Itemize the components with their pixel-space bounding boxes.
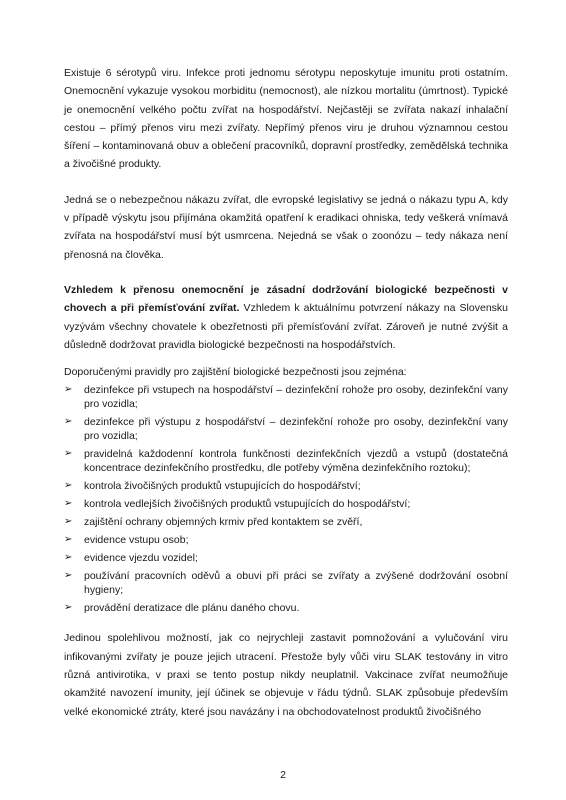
list-item [64, 383, 508, 411]
arrow-bullet-icon: ➢ [64, 384, 73, 396]
list-item [64, 497, 508, 511]
page-body [64, 64, 508, 721]
arrow-bullet-icon: ➢ [64, 602, 73, 614]
list-item-text: používání pracovních oděvů a obuvi při práci se zvířaty a zvýšené dodržování osobní hygieny; [84, 570, 508, 597]
list-item-text: kontrola vedlejších živočišných produktů vstupujících do hospodářství; [84, 498, 411, 511]
list-item [64, 601, 508, 615]
list-item [64, 479, 508, 493]
biosecurity-emphasis: Vzhledem k přenosu onemocnění je zásadní dodržování biologické bezpečnosti v chovech a při přemísťování zvířat. [64, 283, 508, 315]
arrow-bullet-icon: ➢ [64, 552, 73, 564]
list-item-text: evidence vstupu osob; [84, 534, 189, 547]
list-item [64, 569, 508, 597]
arrow-bullet-icon: ➢ [64, 570, 73, 582]
biosecurity-rules-list [64, 383, 508, 615]
list-item-text: dezinfekce při výstupu z hospodářství – dezinfekční rohože pro osoby, dezinfekční vany pro vozidla; [84, 416, 508, 443]
paragraph-disease-type: Jedná se o nebezpečnou nákazu zvířat, dle evropské legislativy se jedná o nákazu typu A, kdy v případě výskytu jsou přijímána okamžitá opatření k eradikaci ohniska, tedy veškerá vnímavá zvířata na hospodářství musí být usmrcena. Nejedná se však o zoonózu – tedy nákaza není přenosná na člověka. [64, 193, 508, 261]
list-item-text: dezinfekce při vstupech na hospodářství – dezinfekční rohože pro osoby, dezinfekční vany pro vozidla; [84, 384, 508, 411]
arrow-bullet-icon: ➢ [64, 416, 73, 428]
arrow-bullet-icon: ➢ [64, 448, 73, 460]
biosecurity-text: Vzhledem k aktuálnímu potvrzení nákazy na Slovensku vyzývám všechny chovatele k obezřetnosti při přemísťování zvířat. Zároveň je nutné zvýšit a důsledně dodržovat pravidla biologické bezpečnosti na hospodářstvích. [64, 302, 508, 351]
list-item [64, 551, 508, 565]
list-item [64, 447, 508, 475]
list-item-text: pravidelná každodenní kontrola funkčnosti dezinfekčních vjezdů a vstupů (dostatečná koncentrace dezinfekčního prostředku, dle potřeby výměna dezinfekčního roztoku); [84, 448, 508, 475]
list-item [64, 533, 508, 547]
paragraph-eradication: Jedinou spolehlivou možností, jak co nejrychleji zastavit pomnožování a vylučování viru infikovanými zvířaty je pouze jejich utracení. Přestože byly vůči viru SLAK testovány in vitro různá antivirotika, v praxi se tento postup nikdy neuplatnil. Vakcinace zvířat neumožňuje okamžité navození imunity, její účinek se objevuje v řádu týdnů. SLAK způsobuje především velké ekonomické ztráty, které jsou navázány i na obchodovatelnost produktů živočišného [64, 632, 508, 718]
list-item [64, 515, 508, 529]
paragraph-rules-intro: Doporučenými pravidly pro zajištění biologické bezpečnosti jsou zejména: [64, 366, 407, 379]
arrow-bullet-icon: ➢ [64, 480, 73, 492]
list-item-text: evidence vjezdu vozidel; [84, 552, 198, 565]
arrow-bullet-icon: ➢ [64, 498, 73, 510]
list-item-text: provádění deratizace dle plánu daného chovu. [84, 602, 300, 615]
list-item-text: kontrola živočišných produktů vstupujících do hospodářství; [84, 480, 361, 493]
paragraph-biosecurity [64, 281, 508, 354]
list-item [64, 415, 508, 443]
arrow-bullet-icon: ➢ [64, 534, 73, 546]
list-item-text: zajištění ochrany objemných krmiv před kontaktem se zvěří, [84, 516, 363, 529]
paragraph-serotypes: Existuje 6 sérotypů viru. Infekce proti jednomu sérotypu neposkytuje imunitu proti ostatním. Onemocnění vykazuje vysokou morbiditu (nemocnost), ale nízkou mortalitu (úmrtnost). Typické je onemocnění velkého počtu zvířat na hospodářství. Nejčastěji se zvířata nakazí inhalační cestou – přímý přenos viru mezi zvířaty. Nepřímý přenos viru je druhou významnou cestou šíření – kontaminovaná obuv a oblečení pracovníků, dopravní prostředky, zemědělská technika a živočišné produkty. [64, 67, 508, 171]
page-number: 2 [280, 769, 286, 781]
arrow-bullet-icon: ➢ [64, 516, 73, 528]
